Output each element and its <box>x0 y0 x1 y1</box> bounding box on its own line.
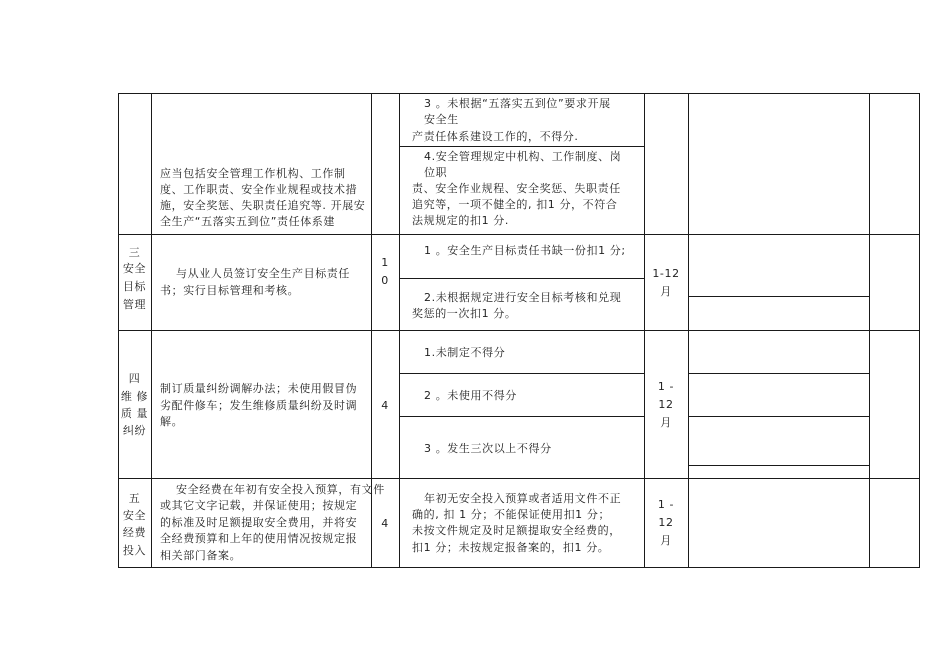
item-label: 投入 <box>122 544 147 557</box>
score-value: 4 <box>381 399 389 412</box>
col-rule <box>399 93 400 568</box>
row-rule <box>399 373 644 374</box>
standard-line: 安全经费在年初有安全投入预算，有文件 <box>176 483 385 496</box>
standard-line: 劣配件修车；发生维修质量纠纷及时调 <box>160 399 358 412</box>
standard-line: 或其它文字记载，并保证使用；按规定 <box>160 499 358 512</box>
criteria-line: 确的, 扣 1 分；不能保证使用扣1 分； <box>412 508 611 521</box>
row-rule <box>399 278 644 279</box>
item-label: 目标 <box>122 280 147 293</box>
score-value: 4 <box>381 517 389 530</box>
col-rule <box>151 93 152 568</box>
standard-line: 与从业人员签订安全生产目标责任 <box>176 267 350 280</box>
col-rule <box>919 93 920 568</box>
period-value: 12 <box>658 516 674 529</box>
period-value: 1 - <box>657 380 675 393</box>
period-value: 1 - <box>657 498 675 511</box>
row-rule-bottom <box>118 567 920 568</box>
standard-line: 全经费预算和上年的使用情况按规定报 <box>160 532 358 545</box>
standard-line: 书；实行目标管理和考核。 <box>160 284 300 297</box>
row-rule <box>688 373 869 374</box>
item-label: 四 <box>128 372 141 385</box>
criteria-line: 年初无安全投入预算或者适用文件不正 <box>424 492 622 505</box>
row-rule-top <box>118 93 920 94</box>
standard-cell: 应当包括安全管理工作机构、工作制度、工作职责、安全作业规程或技术措施，安全奖惩、失职责任追究等. 开展安全生产“五落实五到位”责任体系建 <box>160 167 366 228</box>
criteria-line: 法规规定的扣1 分. <box>412 214 509 227</box>
standard-line: 的标准及时足额提取安全费用，并将安 <box>160 516 358 529</box>
item-label: 三 <box>128 246 141 259</box>
criteria-line: 3 。未根据“五落实五到位”要求开展 <box>424 97 611 110</box>
item-label: 维 修 <box>120 390 149 403</box>
item-label: 质 量 <box>120 407 149 420</box>
standard-line: 解。 <box>160 415 184 428</box>
period-value: 月 <box>660 285 672 298</box>
criteria-line: 追究等，一项不健全的, 扣1 分，不符合 <box>412 198 618 211</box>
row-rule <box>688 416 869 417</box>
period-value: 1-12 <box>652 267 680 280</box>
item-label: 安全 <box>122 509 147 522</box>
criteria-line: 责、安全作业规程、安全奖惩、失职责任 <box>412 182 621 195</box>
standard-line: 制订质量纠纷调解办法；未使用假冒伪 <box>160 382 358 395</box>
item-label: 管理 <box>122 298 147 311</box>
criteria-line: 2 。未使用不得分 <box>424 389 517 402</box>
row-rule <box>688 296 869 297</box>
row-rule <box>118 478 920 479</box>
row-rule <box>118 330 920 331</box>
score-value: 1 <box>381 256 389 269</box>
period-value: 月 <box>660 416 672 429</box>
criteria-line: 扣1 分；未按规定报备案的，扣1 分。 <box>412 541 610 554</box>
criteria-line: 位职 <box>424 166 448 179</box>
row-rule <box>399 416 644 417</box>
row-rule <box>399 146 644 147</box>
criteria-line: 安全生 <box>424 113 459 126</box>
criteria-line: 奖惩的一次扣1 分。 <box>412 307 517 320</box>
item-label: 安全 <box>122 262 147 275</box>
row-rule <box>118 234 920 235</box>
item-label: 经费 <box>122 526 147 539</box>
criteria-line: 产责任体系建设工作的，不得分. <box>412 130 579 143</box>
row-rule <box>688 465 869 466</box>
period-value: 12 <box>658 398 674 411</box>
item-label: 纠纷 <box>122 424 147 437</box>
col-rule <box>869 93 870 568</box>
criteria-line: 1.未制定不得分 <box>424 346 506 359</box>
item-label: 五 <box>128 492 141 505</box>
period-value: 月 <box>660 534 672 547</box>
criteria-line: 未按文件规定及时足额提取安全经费的， <box>412 524 621 537</box>
criteria-line: 2.未根据规定进行安全目标考核和兑现 <box>424 291 622 304</box>
score-value: 0 <box>381 274 389 287</box>
criteria-line: 3 。发生三次以上不得分 <box>424 442 552 455</box>
standard-line: 相关部门备案。 <box>160 549 242 562</box>
criteria-line: 4.安全管理规定中机构、工作制度、岗 <box>424 150 622 163</box>
col-rule <box>688 93 689 568</box>
criteria-line: 1 。安全生产目标责任书缺一份扣1 分; <box>424 244 626 257</box>
